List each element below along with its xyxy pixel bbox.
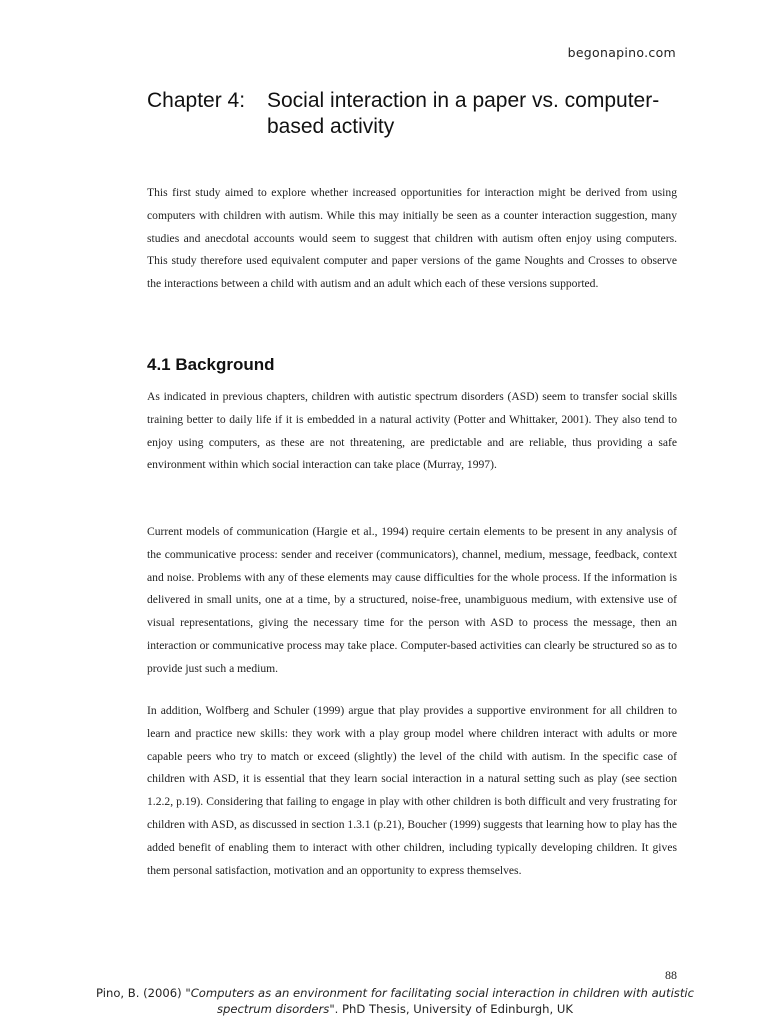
body-paragraph: In addition, Wolfberg and Schuler (1999) argue that play provides a supportive environment for all children to learn and practice new skills: they work with a play group model where children interact with adults or more capable peers who try to match or exceed (slightly) the level of the child with autism. In the specific case of children with ASD, it is essential that they learn social interaction in a natural setting such as play (see section 1.2.2, p.19). Considering that failing to engage in play with other children is both difficult and very frustrating for children with ASD, as discussed in section 1.3.1 (p.21), Boucher (1999) suggests that learning how to play has the added benefit of enabling them to interact with other children, including typically developing children. It gives them personal satisfaction, motivation and an opportunity to express themselves. [147, 704, 677, 877]
chapter-title: Social interaction in a paper vs. computer- based activity [267, 89, 660, 138]
chapter-heading [147, 88, 687, 140]
section-heading: 4.1 Background [147, 355, 275, 374]
body-paragraph: As indicated in previous chapters, children with autistic spectrum disorders (ASD) seem to transfer social skills training better to daily life if it is embedded in a natural activity (Potter and Whittaker, 2001). They also tend to enjoy using computers, as these are not threatening, are predictable and are reliable, thus providing a safe environment within which social interaction can take place (Murray, 1997). [147, 390, 677, 472]
citation-suffix: ". PhD Thesis, University of Edinburgh, UK [329, 1002, 573, 1016]
body-paragraph: Current models of communication (Hargie et al., 1994) require certain elements to be present in any analysis of the communicative process: sender and receiver (communicators), channel, medium, message, feedback, context and noise. Problems with any of these elements may cause difficulties for the whole process. If the information is delivered in small units, one at a time, by a structured, noise-free, unambiguous medium, with extensive use of visual representations, giving the necessary time for the person with ASD to process the message, then an interaction or communicative process may take place. Computer-based activities can clearly be structured so as to provide just such a medium. [147, 525, 677, 675]
footer-citation [95, 985, 695, 1017]
chapter-number: Chapter 4: [147, 89, 246, 112]
intro-paragraph: This first study aimed to explore whether increased opportunities for interaction might be derived from using computers with children with autism. While this may initially be seen as a counter interaction suggestion, many studies and anecdotal accounts would seem to suggest that children with autism often enjoy using computers. This study therefore used equivalent computer and paper versions of the game Noughts and Crosses to observe the interactions between a child with autism and an adult which each of these versions supported. [147, 186, 677, 291]
page-number: 88 [665, 968, 677, 982]
site-header: begonapino.com [567, 45, 676, 60]
citation-prefix: Pino, B. (2006) " [96, 986, 191, 1000]
citation-title: Computers as an environment for facilitating social interaction in children with autistic spectrum disorders [190, 986, 694, 1016]
